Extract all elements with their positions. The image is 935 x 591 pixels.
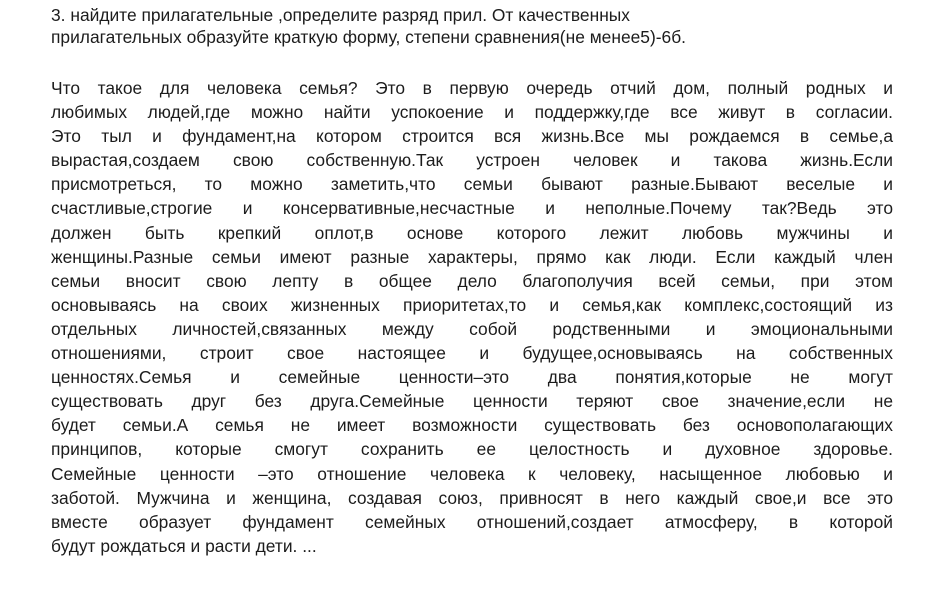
text-line: женщины.Разные семьи имеют разные характеры, прямо как люди. Если каждый член (51, 246, 893, 267)
text-line: заботой. Мужчина и женщина, создавая союз, привносят в него каждый свое,и все это (51, 487, 893, 508)
text-line: принципов, которые смогут сохранить ее целостность и духовное здоровье. (51, 439, 893, 460)
text-line: Что такое для человека семья? Это в первую очередь отчий дом, полный родных и (51, 78, 893, 98)
task-instruction (51, 4, 811, 48)
text-line: вместе образует фундамент семейных отношений,создает атмосферу, в которой (51, 511, 893, 532)
text-line: основываясь на своих жизненных приоритетах,то и семья,как комплекс,состоящий из (51, 294, 893, 315)
text-line: любимых людей,где можно найти успокоение и поддержку,где все живут в согласии. (51, 102, 893, 123)
text-line: ценностях.Семья и семейные ценности–это два понятия,которые не могут (51, 367, 893, 388)
text-line: счастливые,строгие и консервативные,несчастные и неполные.Почему так?Ведь это (51, 198, 893, 219)
text-line: отношениями, строит свое настоящее и будущее,основываясь на собственных (51, 343, 893, 364)
text-line: отдельных личностей,связанных между собой родственными и эмоциональными (51, 318, 893, 339)
text-line: присмотреться, то можно заметить,что семьи бывают разные.Бывают веселые и (51, 174, 893, 195)
task-line: 3. найдите прилагательные ,определите разряд прил. От качественных (51, 5, 630, 25)
text-line: должен быть крепкий оплот,в основе которого лежит любовь мужчины и (51, 222, 893, 243)
task-line: прилагательных образуйте краткую форму, степени сравнения(не менее5)-6б. (51, 27, 687, 47)
essay-text (51, 76, 893, 558)
text-line: будут рождаться и расти дети. ... (51, 535, 317, 556)
text-line: существовать друг без друга.Семейные ценности теряют свое значение,если не (51, 391, 893, 412)
text-line: будет семьи.А семья не имеет возможности существовать без основополагающих (51, 415, 893, 436)
text-line: вырастая,создаем свою собственную.Так устроен человек и такова жизнь.Если (51, 150, 893, 171)
text-line: Это тыл и фундамент,на котором строится вся жизнь.Все мы рождаемся в семье,а (51, 126, 893, 147)
text-line: Семейные ценности –это отношение человека к человеку, насыщенное любовью и (51, 463, 893, 484)
text-line: семьи вносит свою лепту в общее дело благополучия всей семьи, при этом (51, 270, 893, 291)
